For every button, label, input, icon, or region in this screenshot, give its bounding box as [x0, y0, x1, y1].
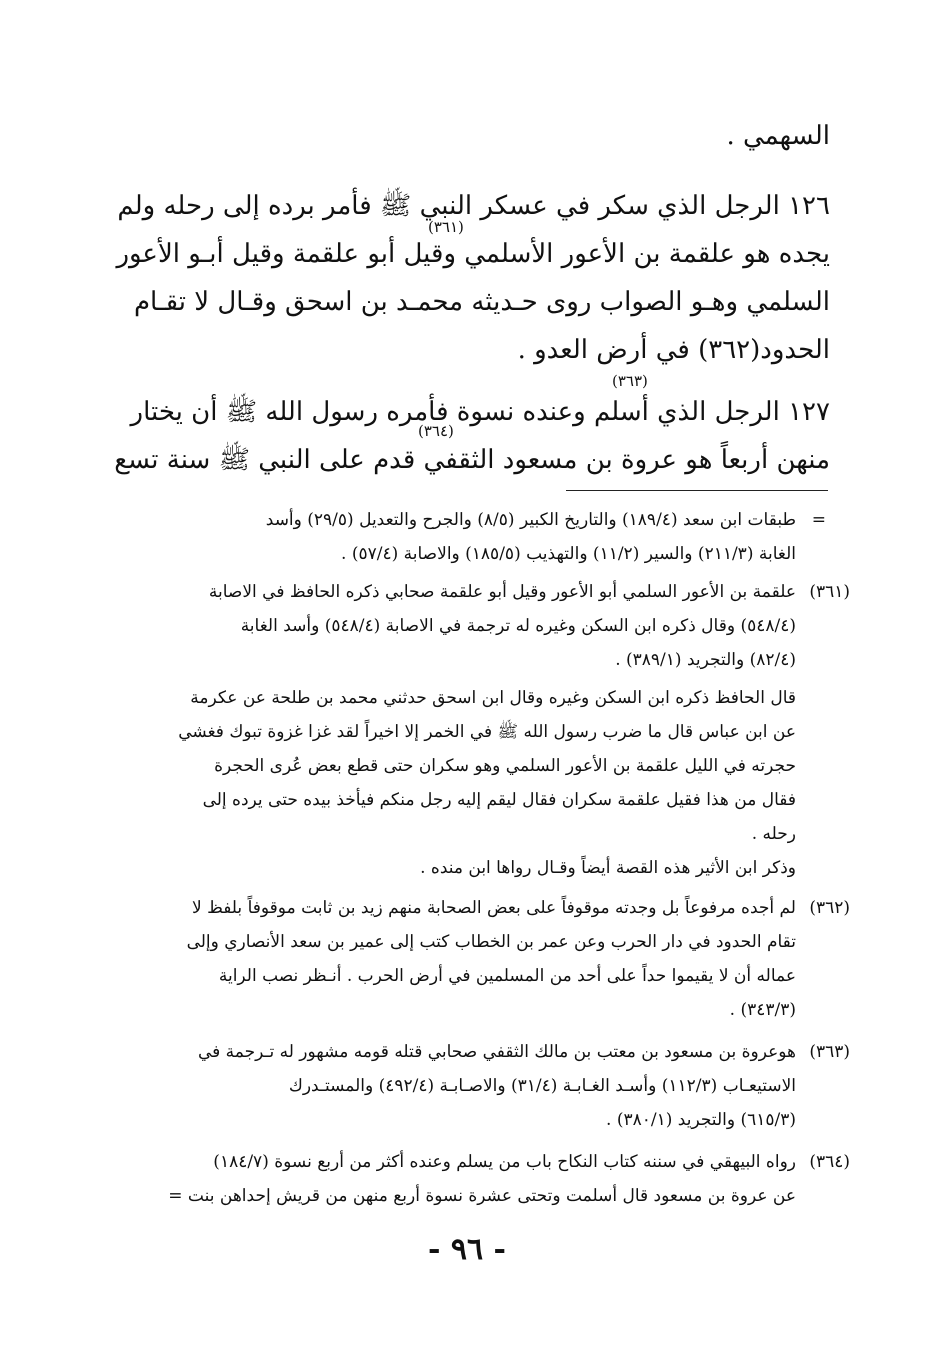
main-line: منهن أربعاً هو عروة بن مسعود الثقفي قدم على النبي ﷺ سنة تسع — [114, 445, 830, 475]
main-line: السهمي . — [726, 121, 830, 151]
footnote-line: قال الحافظ ذكره ابن السكن وغيره وقال ابن اسحق حدثني محمد بن طلحة عن عكرمة — [190, 688, 796, 708]
footnote-line: الاستيعـاب (١١٢/٣) وأسـد الغـابـة (٣١/٤) والاصـابـة (٤٩٢/٤) والمستـدرك — [288, 1076, 796, 1096]
footnote-line: طبقات ابن سعد (١٨٩/٤) والتاريخ الكبير (٨/٥) والجرح والتعديل (٢٩/٥) وأسد — [265, 510, 796, 530]
footnote-line: (٥٤٨/٤) وقال ذكره ابن السكن وغيره له ترجمة في الاصابة (٥٤٨/٤) وأسد الغابة — [240, 616, 796, 636]
main-line: السلمي وهـو الصواب روى حـديثه محمـد بن اسحق وقـال لا تقـام — [133, 287, 830, 317]
footnote-line: عن عروة بن مسعود قال أسلمت وتحتى عشرة نسوة أربع منهن من قريش إحداهن بنت = — [168, 1186, 796, 1206]
footnote-line: وذكر ابن الأثير هذه القصة أيضاً وقـال رواها ابن منده . — [420, 858, 796, 878]
footnote-line: هوعروة بن مسعود بن معتب بن مالك الثقفي صحابي قتله قومه مشهور له تـرجمة في — [197, 1042, 796, 1062]
footnote-number-364: (٣٦٤) — [809, 1152, 850, 1172]
page-number: - ٩٦ - — [427, 1232, 507, 1267]
main-text — [114, 0, 830, 480]
footnote-number-362: (٣٦٢) — [809, 898, 850, 918]
footnote-line: لم أجده مرفوعاً بل وجدته موقوفاً على بعض الصحابة منهم زيد بن ثابت موقوفاً بلفظ لا — [191, 898, 796, 918]
footnote-line: (٦١٥/٣) والتجريد (٣٨٠/١) . — [606, 1110, 796, 1130]
footnote-line: (٣٤٣/٣) . — [729, 1000, 796, 1020]
footnote-line: الغابة (٢١١/٣) والسير (١١/٢) والتهذيب (١٨٥/٥) والاصابة (٥٧/٤) . — [341, 544, 796, 564]
footnote-line: حجرته في الليل علقمة بن الأعور السلمي وهو سكران حتى قطع بعض عُرى الحجرة — [214, 756, 796, 776]
footnote-line: (٨٢/٤) والتجريد (٣٨٩/١) . — [615, 650, 796, 670]
footnote-line: فقال من هذا فقيل علقمة سكران فقال ليقم إليه رجل منكم فيأخذ بيده حتى يرده إلى — [202, 790, 796, 810]
footnote-line: رواه البيهقي في سننه كتاب النكاح باب من يسلم وعنده أكثر من أربع نسوة (١٨٤/٧) — [213, 1152, 796, 1172]
footnote-separator — [566, 490, 828, 491]
main-line-entry-126: ١٢٦ الرجل الذي سكر في عسكر النبي ﷺ فأمر برده إلى رحله ولم — [117, 191, 830, 221]
footnote-marker-364: (٣٦٤) — [418, 422, 454, 440]
footnote-line: عن ابن عباس قال ما ضرب رسول الله ﷺ في الخمر إلا اخيراً لقد غزا غزوة تبوك فغشي — [178, 722, 796, 742]
footnote-marker-361: (٣٦١) — [428, 218, 464, 236]
footnote-marker-363: (٣٦٣) — [612, 372, 648, 390]
footnote-line: تقام الحدود في دار الحرب وعن عمر بن الخطاب كتب إلى عمير بن سعد الأنصاري وإلى — [186, 932, 796, 952]
footnote-number-363: (٣٦٣) — [809, 1042, 850, 1062]
footnote-continuation-marker: = — [811, 510, 826, 530]
main-line: الحدود(٣٦٢) في أرض العدو . — [517, 335, 830, 365]
main-line-entry-127: ١٢٧ الرجل الذي أسلم وعنده نسوة فأمره رسول الله ﷺ أن يختار — [130, 397, 830, 427]
footnote-line: علقمة بن الأعور السلمي أبو الأعور وقيل أبو علقمة صحابي ذكره الحافظ في الاصابة — [208, 582, 796, 602]
footnote-line: رحله . — [751, 824, 796, 844]
footnote-number-361: (٣٦١) — [809, 582, 850, 602]
main-line: يجده هو علقمة بن الأعور الأسلمي وقيل أبو علقمة وقيل أبـو الأعور — [116, 239, 830, 269]
footnote-line: عماله أن لا يقيموا حداً على أحد من المسلمين في أرض الحرب . أنـظر نصب الراية — [218, 966, 796, 986]
